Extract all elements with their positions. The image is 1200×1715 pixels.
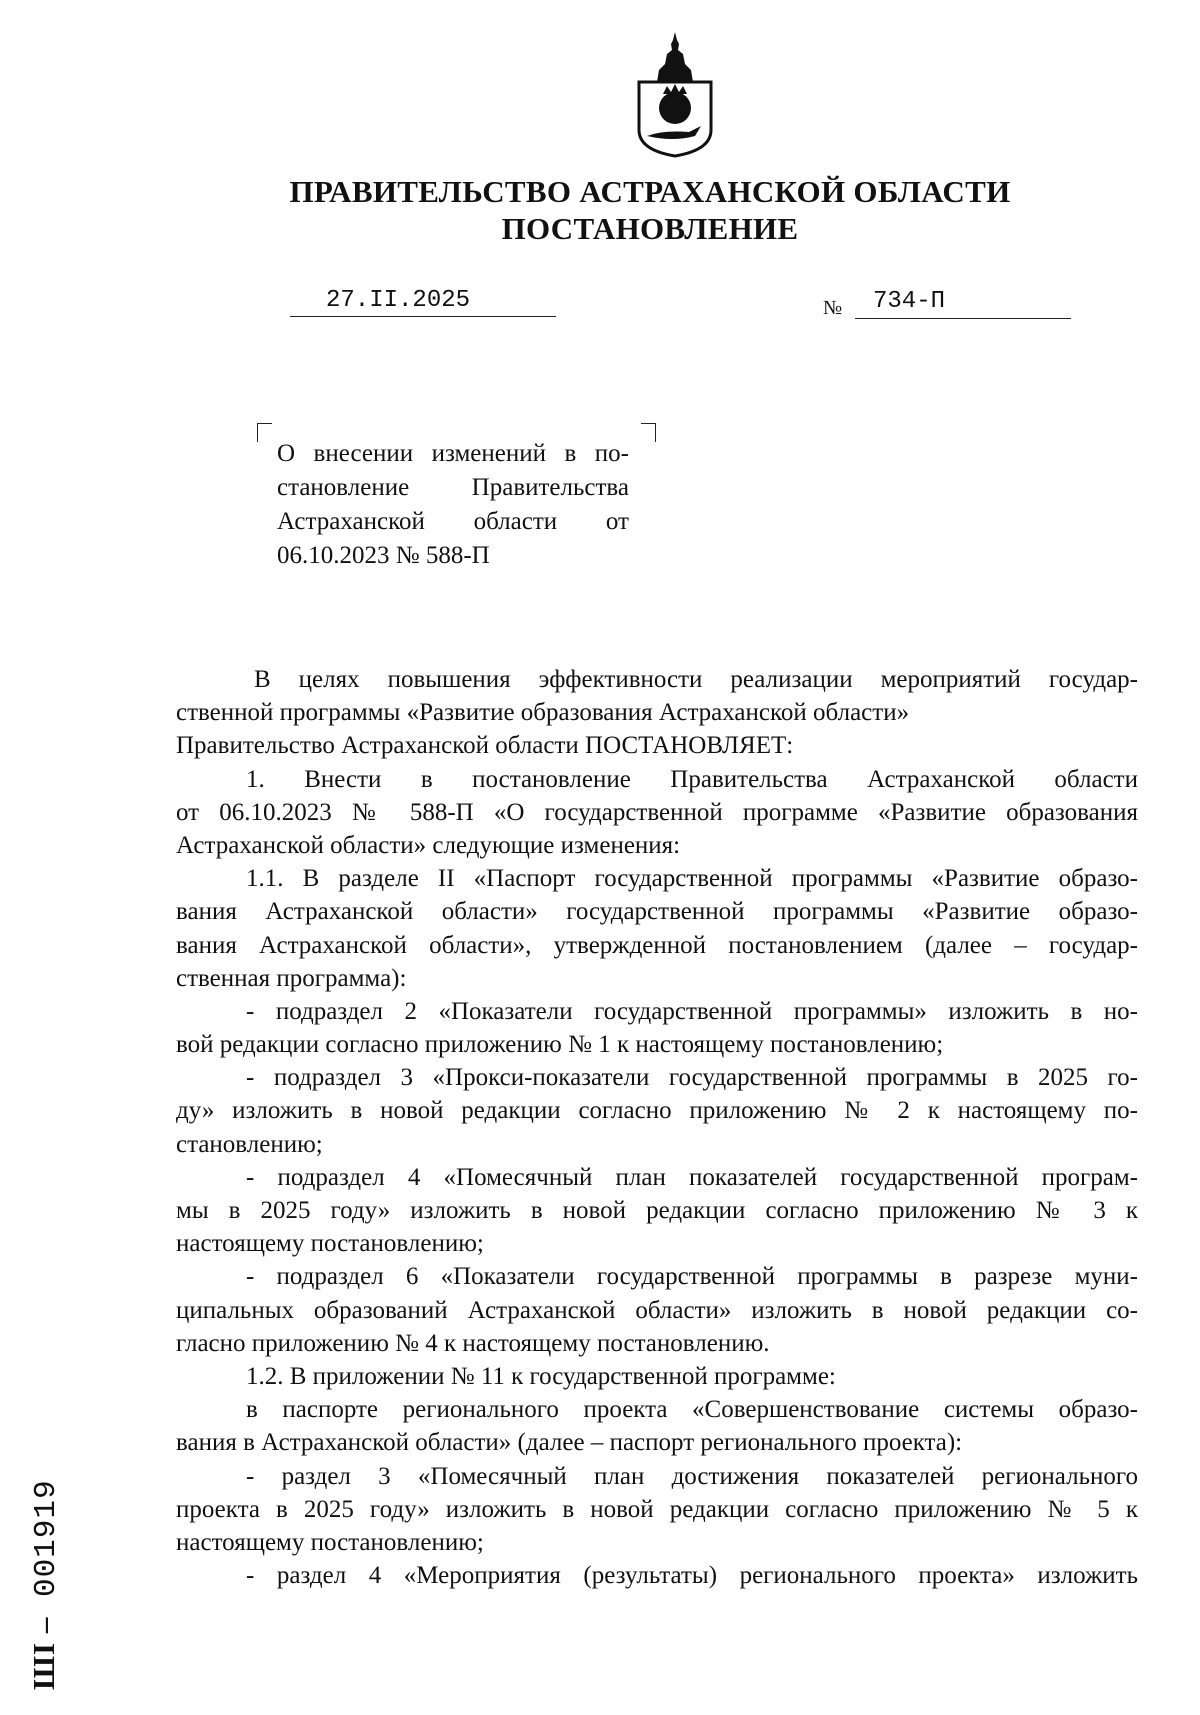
body-line: ственной программы «Развитие образования Астраханской области» [176, 699, 910, 727]
body-line: - раздел 3 «Помесячный план достижения показателей регионального [246, 1462, 1138, 1490]
serial-stamp [26, 1479, 64, 1690]
body-line: вания в Астраханской области» (далее – паспорт регионального проекта): [176, 1429, 963, 1457]
subject-line: становление Правительства [277, 474, 629, 501]
document-date: 27.II.2025 [326, 287, 471, 314]
body-line: ципальных образований Астраханской области» изложить в новой редакции со- [176, 1296, 1138, 1324]
stamp-prefix: ШІ – [26, 1616, 61, 1690]
body-line: ду» изложить в новой редакции согласно приложению № 2 к настоящему по- [176, 1097, 1138, 1125]
subject-line: Астраханской области от [277, 508, 629, 535]
body-line: Правительство Астраханской области ПОСТАНОВЛЯЕТ: [176, 732, 794, 760]
body-line: 1. Внести в постановление Правительства Астраханской области [246, 765, 1138, 793]
body-line: 1.2. В приложении № 11 к государственной программе: [246, 1362, 836, 1390]
body-line: Астраханской области» следующие изменения: [176, 831, 681, 859]
date-underline [290, 316, 556, 317]
number-underline [855, 318, 1071, 319]
subject-block [277, 437, 629, 573]
body-line: в паспорте регионального проекта «Совершенствование системы образо- [246, 1396, 1138, 1424]
body-line: мы в 2025 году» изложить в новой редакции согласно приложению № 3 к [176, 1197, 1138, 1224]
body-line: - подраздел 2 «Показатели государственной программы» изложить в но- [246, 997, 1138, 1025]
body-line: вания Астраханской области» государственной программы «Развитие образо- [176, 898, 1138, 926]
body-line: гласно приложению № 4 к настоящему постановлению. [176, 1329, 770, 1357]
body-line: проекта в 2025 году» изложить в новой редакции согласно приложению № 5 к [176, 1495, 1138, 1523]
subject-line: О внесении изменений в по- [277, 440, 629, 467]
subject-bracket-left [257, 423, 272, 442]
body-line: - подраздел 3 «Прокси-показатели государственной программы в 2025 го- [246, 1064, 1138, 1092]
body-line: - подраздел 6 «Показатели государственной программы в разрезе муни- [246, 1263, 1138, 1291]
body-line: - раздел 4 «Мероприятия (результаты) регионального проекта» изложить [246, 1562, 1138, 1590]
body-line: вания Астраханской области», утвержденной постановлением (далее – государ- [176, 931, 1138, 959]
body-line: вой редакции согласно приложению № 1 к настоящему постановлению; [176, 1031, 944, 1059]
body-line: 1.1. В разделе II «Паспорт государственной программы «Развитие образо- [246, 865, 1138, 893]
subject-line: 06.10.2023 № 588-П [277, 542, 490, 569]
body-text [176, 663, 1138, 1592]
body-line: настоящему постановлению; [176, 1528, 484, 1556]
body-line: от 06.10.2023 № 588-П «О государственной программе «Развитие образования [176, 798, 1138, 826]
stamp-serial: 001919 [29, 1479, 64, 1598]
body-line: настоящему постановлению; [176, 1230, 484, 1258]
subject-bracket-right [641, 423, 656, 442]
coat-of-arms-icon [633, 30, 717, 158]
org-title: ПРАВИТЕЛЬСТВО АСТРАХАНСКОЙ ОБЛАСТИ [289, 174, 1011, 209]
number-sign: № [823, 297, 843, 319]
doc-type-title: ПОСТАНОВЛЕНИЕ [501, 211, 799, 246]
body-line: ственная программа): [176, 964, 407, 992]
body-line: становлению; [176, 1130, 323, 1158]
body-line: - подраздел 4 «Помесячный план показателей государственной програм- [246, 1163, 1138, 1191]
document-number: 734-П [873, 288, 946, 315]
body-line: В целях повышения эффективности реализации мероприятий государ- [254, 666, 1138, 693]
